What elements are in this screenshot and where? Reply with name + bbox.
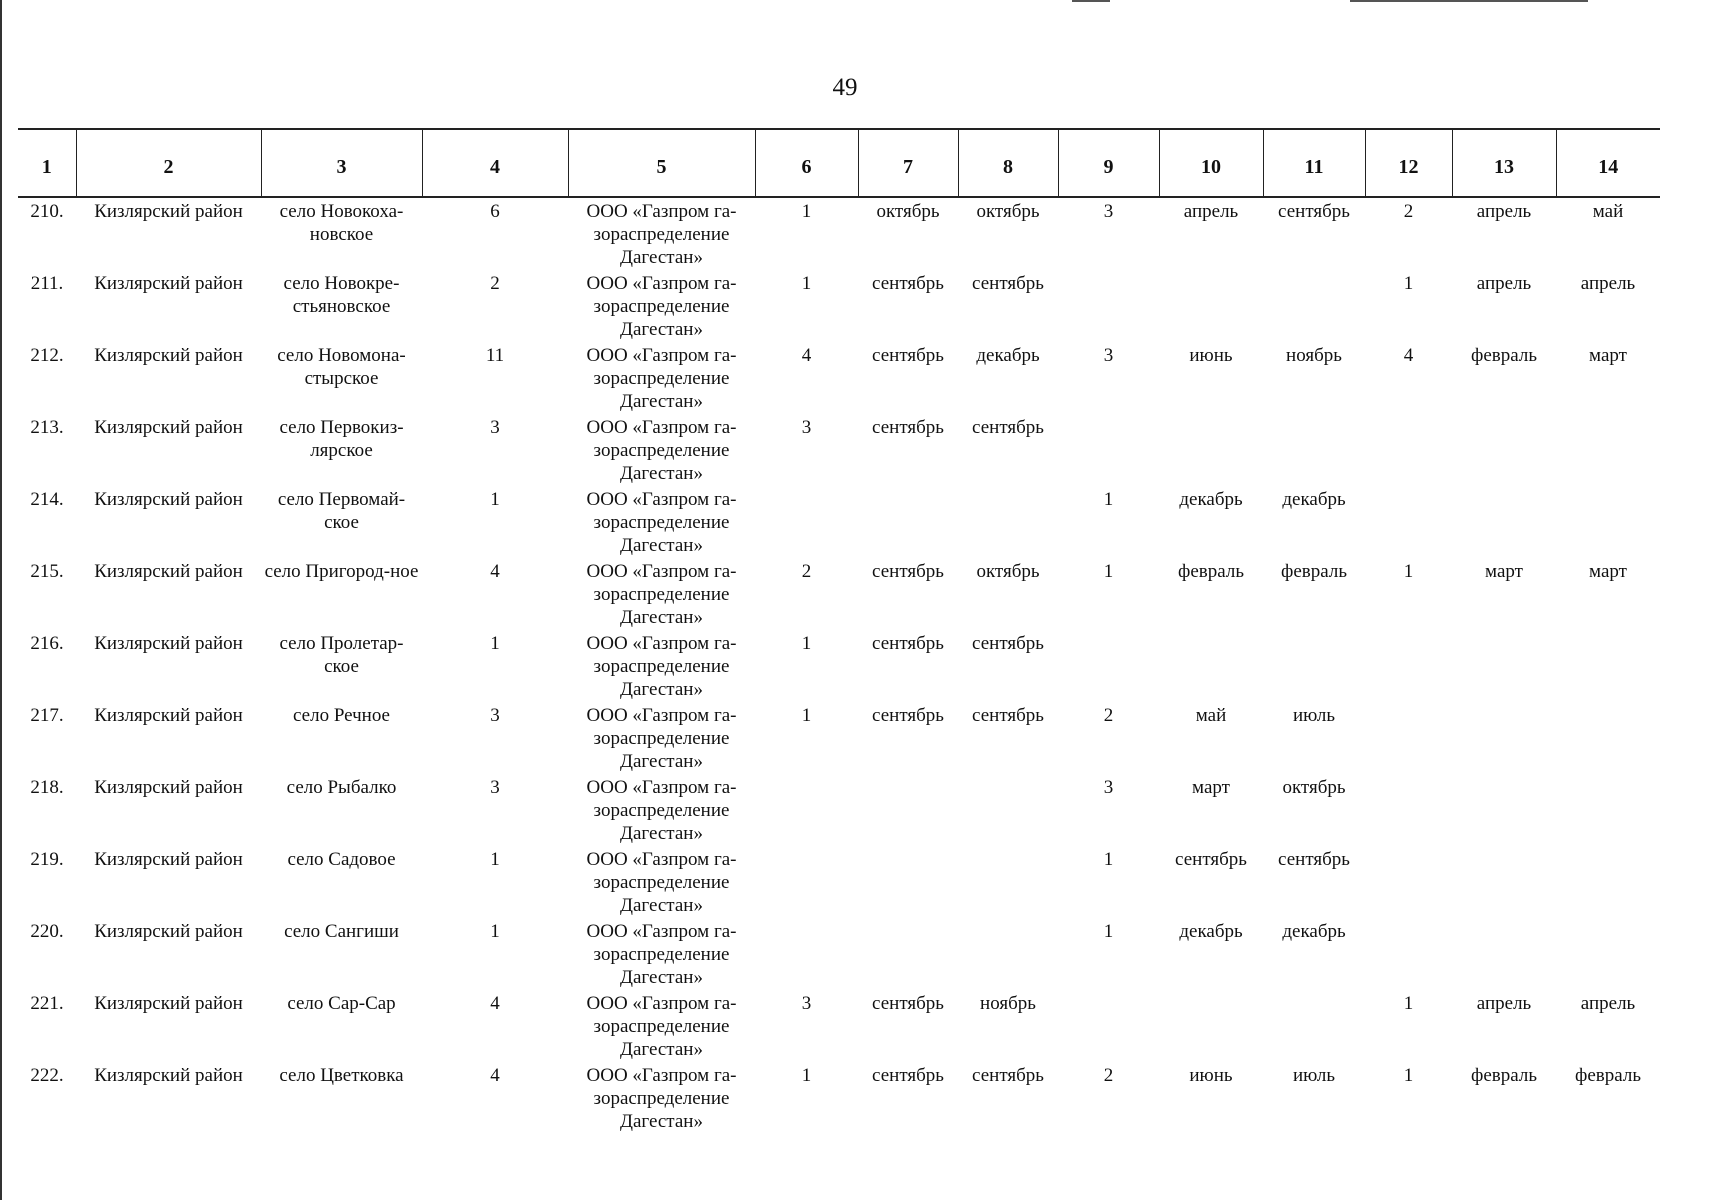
- cell-settlement: село Речное: [293, 705, 390, 726]
- cell-count-c: [1365, 702, 1452, 774]
- cell-month-end-c: май: [1592, 201, 1624, 222]
- table-row: [18, 558, 1660, 630]
- cell-month-end-a: [958, 918, 1058, 990]
- cell-month-end-c: [1556, 414, 1660, 486]
- cell-count-b: 1: [1103, 561, 1114, 582]
- cell-count-c: 1: [1403, 1065, 1414, 1086]
- cell-month-end-a: сентябрь: [972, 273, 1044, 294]
- cell-month-start-b: июнь: [1189, 1065, 1233, 1086]
- cell-month-start-c: [1452, 414, 1556, 486]
- cell-count-c: 1: [1403, 273, 1414, 294]
- table-row: [18, 918, 1660, 990]
- cell-settlement: село Цветковка: [279, 1065, 404, 1086]
- column-header-5: 5: [568, 129, 755, 197]
- cell-count-b: 1: [1103, 489, 1114, 510]
- cell-count-b: 2: [1103, 705, 1114, 726]
- cell-count-c: 2: [1403, 201, 1414, 222]
- cell-count-total: 6: [490, 201, 500, 222]
- cell-organization: ООО «Газпром га-зораспределение Дагестан»: [586, 921, 737, 988]
- cell-count-total: 2: [490, 273, 500, 294]
- cell-organization: ООО «Газпром га-зораспределение Дагестан»: [586, 849, 737, 916]
- cell-count-a: 2: [801, 561, 812, 582]
- cell-row-number: 215.: [30, 561, 64, 582]
- cell-district: Кизлярский район: [94, 201, 243, 222]
- cell-month-start-c: [1452, 846, 1556, 918]
- table-row: [18, 486, 1660, 558]
- cell-month-start-c: [1452, 630, 1556, 702]
- cell-count-a: 1: [801, 201, 812, 222]
- cell-organization: ООО «Газпром га-зораспределение Дагестан»: [586, 993, 737, 1060]
- cell-month-end-b: июль: [1292, 705, 1336, 726]
- cell-month-start-a: [858, 918, 958, 990]
- cell-count-b: [1058, 414, 1159, 486]
- cell-count-b: [1058, 630, 1159, 702]
- cell-month-end-a: сентябрь: [972, 417, 1044, 438]
- cell-month-start-c: март: [1485, 561, 1523, 582]
- cell-count-b: 2: [1103, 1065, 1114, 1086]
- column-header-9: 9: [1058, 129, 1159, 197]
- cell-count-c: [1365, 846, 1452, 918]
- scan-mark: [1350, 0, 1588, 2]
- cell-month-start-c: апрель: [1476, 993, 1532, 1014]
- cell-row-number: 222.: [30, 1065, 64, 1086]
- cell-count-a: 1: [801, 273, 812, 294]
- cell-row-number: 212.: [30, 345, 64, 366]
- column-header-11: 11: [1263, 129, 1365, 197]
- cell-count-c: [1365, 630, 1452, 702]
- cell-organization: ООО «Газпром га-зораспределение Дагестан»: [586, 561, 737, 628]
- table-row: [18, 774, 1660, 846]
- cell-month-start-a: [858, 846, 958, 918]
- cell-month-end-b: декабрь: [1282, 489, 1346, 510]
- cell-month-end-b: [1263, 990, 1365, 1062]
- cell-month-end-b: июль: [1292, 1065, 1336, 1086]
- cell-month-end-c: февраль: [1575, 1065, 1641, 1086]
- cell-count-total: 4: [490, 561, 500, 582]
- table-body: [18, 197, 1660, 1134]
- cell-count-total: 3: [490, 417, 500, 438]
- column-header-1: 1: [18, 129, 76, 197]
- cell-district: Кизлярский район: [94, 1065, 243, 1086]
- cell-month-start-b: [1159, 270, 1263, 342]
- cell-month-end-b: ноябрь: [1286, 345, 1342, 366]
- table-row: [18, 846, 1660, 918]
- scan-edge-line: [0, 0, 2, 1200]
- cell-count-total: 1: [490, 849, 500, 870]
- cell-count-b: 3: [1103, 777, 1114, 798]
- cell-settlement: село Новокре-стьяновское: [283, 273, 400, 317]
- cell-settlement: село Первомай-ское: [277, 489, 406, 533]
- cell-month-end-c: [1556, 702, 1660, 774]
- cell-month-end-a: [958, 774, 1058, 846]
- scan-mark: [1072, 0, 1110, 2]
- cell-month-start-b: апрель: [1183, 201, 1239, 222]
- table-row: [18, 414, 1660, 486]
- cell-settlement: село Пригород-ное: [264, 561, 419, 582]
- cell-month-start-b: март: [1192, 777, 1230, 798]
- cell-month-start-c: февраль: [1471, 345, 1537, 366]
- cell-district: Кизлярский район: [94, 921, 243, 942]
- cell-month-start-c: [1452, 918, 1556, 990]
- cell-count-total: 4: [490, 1065, 500, 1086]
- cell-settlement: село Новокоха-новское: [279, 201, 404, 245]
- column-header-13: 13: [1452, 129, 1556, 197]
- cell-count-total: 1: [490, 489, 500, 510]
- cell-month-start-b: февраль: [1178, 561, 1244, 582]
- cell-count-a: 3: [801, 993, 812, 1014]
- cell-month-start-a: сентябрь: [872, 993, 944, 1014]
- cell-row-number: 217.: [30, 705, 64, 726]
- cell-settlement: село Рыбалко: [286, 777, 397, 798]
- column-header-7: 7: [858, 129, 958, 197]
- column-header-12: 12: [1365, 129, 1452, 197]
- cell-row-number: 218.: [30, 777, 64, 798]
- cell-settlement: село Пролетар-ское: [279, 633, 404, 677]
- cell-count-b: 3: [1103, 201, 1114, 222]
- cell-district: Кизлярский район: [94, 633, 243, 654]
- column-header-4: 4: [422, 129, 568, 197]
- column-header-6: 6: [755, 129, 858, 197]
- cell-month-start-a: сентябрь: [872, 705, 944, 726]
- cell-count-b: 1: [1103, 921, 1114, 942]
- cell-row-number: 213.: [30, 417, 64, 438]
- cell-settlement: село Садовое: [287, 849, 396, 870]
- cell-month-start-b: май: [1195, 705, 1227, 726]
- cell-month-start-a: октябрь: [876, 201, 940, 222]
- cell-month-end-a: октябрь: [976, 201, 1040, 222]
- cell-district: Кизлярский район: [94, 345, 243, 366]
- cell-count-b: [1058, 270, 1159, 342]
- cell-month-start-b: июнь: [1189, 345, 1233, 366]
- cell-count-a: [755, 486, 858, 558]
- cell-month-end-b: сентябрь: [1278, 201, 1350, 222]
- table-row: [18, 702, 1660, 774]
- cell-month-end-a: октябрь: [976, 561, 1040, 582]
- cell-month-start-c: апрель: [1476, 273, 1532, 294]
- cell-month-start-b: сентябрь: [1175, 849, 1247, 870]
- schedule-table: [18, 128, 1660, 1134]
- cell-count-a: 1: [801, 705, 812, 726]
- cell-count-a: 4: [801, 345, 812, 366]
- cell-month-end-b: [1263, 630, 1365, 702]
- table-row: [18, 990, 1660, 1062]
- cell-district: Кизлярский район: [94, 417, 243, 438]
- cell-month-end-b: [1263, 270, 1365, 342]
- cell-month-start-b: [1159, 414, 1263, 486]
- cell-count-total: 11: [485, 345, 505, 366]
- cell-district: Кизлярский район: [94, 273, 243, 294]
- cell-month-end-c: март: [1589, 345, 1627, 366]
- cell-month-end-c: [1556, 630, 1660, 702]
- cell-count-total: 1: [490, 921, 500, 942]
- column-header-14: 14: [1556, 129, 1660, 197]
- cell-month-end-a: сентябрь: [972, 633, 1044, 654]
- page-number: 49: [832, 74, 858, 101]
- cell-month-start-a: [858, 486, 958, 558]
- cell-district: Кизлярский район: [94, 489, 243, 510]
- cell-month-start-c: [1452, 774, 1556, 846]
- cell-count-a: [755, 918, 858, 990]
- cell-month-end-a: сентябрь: [972, 1065, 1044, 1086]
- cell-row-number: 220.: [30, 921, 64, 942]
- cell-month-start-c: [1452, 702, 1556, 774]
- column-header-10: 10: [1159, 129, 1263, 197]
- cell-organization: ООО «Газпром га-зораспределение Дагестан»: [586, 777, 737, 844]
- cell-organization: ООО «Газпром га-зораспределение Дагестан»: [586, 705, 737, 772]
- cell-count-b: 1: [1103, 849, 1114, 870]
- cell-month-end-a: [958, 846, 1058, 918]
- cell-settlement: село Новомона-стырское: [277, 345, 406, 389]
- cell-month-start-a: [858, 774, 958, 846]
- cell-month-end-a: декабрь: [976, 345, 1040, 366]
- cell-district: Кизлярский район: [94, 849, 243, 870]
- table-row: [18, 1062, 1660, 1134]
- column-header-3: 3: [261, 129, 422, 197]
- cell-month-start-a: сентябрь: [872, 633, 944, 654]
- cell-row-number: 214.: [30, 489, 64, 510]
- cell-month-end-c: апрель: [1580, 993, 1636, 1014]
- cell-month-start-b: декабрь: [1179, 921, 1243, 942]
- cell-count-c: 1: [1403, 561, 1414, 582]
- cell-row-number: 219.: [30, 849, 64, 870]
- table-row: [18, 197, 1660, 270]
- cell-month-end-c: [1556, 918, 1660, 990]
- cell-district: Кизлярский район: [94, 561, 243, 582]
- cell-month-start-c: апрель: [1476, 201, 1532, 222]
- cell-month-start-c: [1452, 486, 1556, 558]
- cell-count-a: 1: [801, 633, 812, 654]
- cell-organization: ООО «Газпром га-зораспределение Дагестан»: [586, 201, 737, 268]
- cell-count-c: [1365, 486, 1452, 558]
- cell-month-end-a: [958, 486, 1058, 558]
- cell-month-start-b: [1159, 990, 1263, 1062]
- cell-month-start-b: [1159, 630, 1263, 702]
- cell-month-start-a: сентябрь: [872, 273, 944, 294]
- cell-count-b: [1058, 990, 1159, 1062]
- cell-count-a: 3: [801, 417, 812, 438]
- cell-organization: ООО «Газпром га-зораспределение Дагестан»: [586, 345, 737, 412]
- table-row: [18, 270, 1660, 342]
- cell-month-end-c: [1556, 846, 1660, 918]
- column-header-8: 8: [958, 129, 1058, 197]
- cell-row-number: 216.: [30, 633, 64, 654]
- cell-district: Кизлярский район: [94, 993, 243, 1014]
- cell-settlement: село Первокиз-лярское: [279, 417, 404, 461]
- cell-count-c: [1365, 414, 1452, 486]
- cell-month-start-a: сентябрь: [872, 345, 944, 366]
- cell-organization: ООО «Газпром га-зораспределение Дагестан»: [586, 633, 737, 700]
- cell-month-start-a: сентябрь: [872, 417, 944, 438]
- cell-month-start-a: сентябрь: [872, 1065, 944, 1086]
- cell-count-a: [755, 774, 858, 846]
- cell-settlement: село Сар-Сар: [287, 993, 396, 1014]
- cell-count-total: 4: [490, 993, 500, 1014]
- cell-count-c: 1: [1403, 993, 1414, 1014]
- cell-count-b: 3: [1103, 345, 1114, 366]
- cell-row-number: 210.: [30, 201, 64, 222]
- cell-count-total: 3: [490, 705, 500, 726]
- cell-organization: ООО «Газпром га-зораспределение Дагестан»: [586, 489, 737, 556]
- column-header-2: 2: [76, 129, 261, 197]
- cell-month-end-b: сентябрь: [1278, 849, 1350, 870]
- cell-organization: ООО «Газпром га-зораспределение Дагестан»: [586, 273, 737, 340]
- cell-month-end-c: [1556, 774, 1660, 846]
- cell-month-end-b: [1263, 414, 1365, 486]
- cell-count-c: 4: [1403, 345, 1414, 366]
- cell-count-a: 1: [801, 1065, 812, 1086]
- cell-district: Кизлярский район: [94, 705, 243, 726]
- table-row: [18, 342, 1660, 414]
- table-row: [18, 630, 1660, 702]
- cell-month-end-a: ноябрь: [980, 993, 1036, 1014]
- cell-month-end-b: декабрь: [1282, 921, 1346, 942]
- cell-month-end-c: апрель: [1580, 273, 1636, 294]
- cell-row-number: 221.: [30, 993, 64, 1014]
- cell-settlement: село Сангиши: [284, 921, 399, 942]
- cell-count-c: [1365, 918, 1452, 990]
- cell-count-a: [755, 846, 858, 918]
- cell-month-start-a: сентябрь: [872, 561, 944, 582]
- cell-row-number: 211.: [30, 273, 64, 294]
- cell-month-start-c: февраль: [1471, 1065, 1537, 1086]
- cell-count-total: 3: [490, 777, 500, 798]
- cell-month-end-a: сентябрь: [972, 705, 1044, 726]
- cell-month-start-b: декабрь: [1179, 489, 1243, 510]
- cell-month-end-c: март: [1589, 561, 1627, 582]
- cell-month-end-b: февраль: [1281, 561, 1347, 582]
- cell-count-total: 1: [490, 633, 500, 654]
- cell-organization: ООО «Газпром га-зораспределение Дагестан»: [586, 1065, 737, 1132]
- cell-organization: ООО «Газпром га-зораспределение Дагестан»: [586, 417, 737, 484]
- cell-district: Кизлярский район: [94, 777, 243, 798]
- cell-month-end-b: октябрь: [1282, 777, 1346, 798]
- cell-month-end-c: [1556, 486, 1660, 558]
- cell-count-c: [1365, 774, 1452, 846]
- header-row: [18, 129, 1660, 197]
